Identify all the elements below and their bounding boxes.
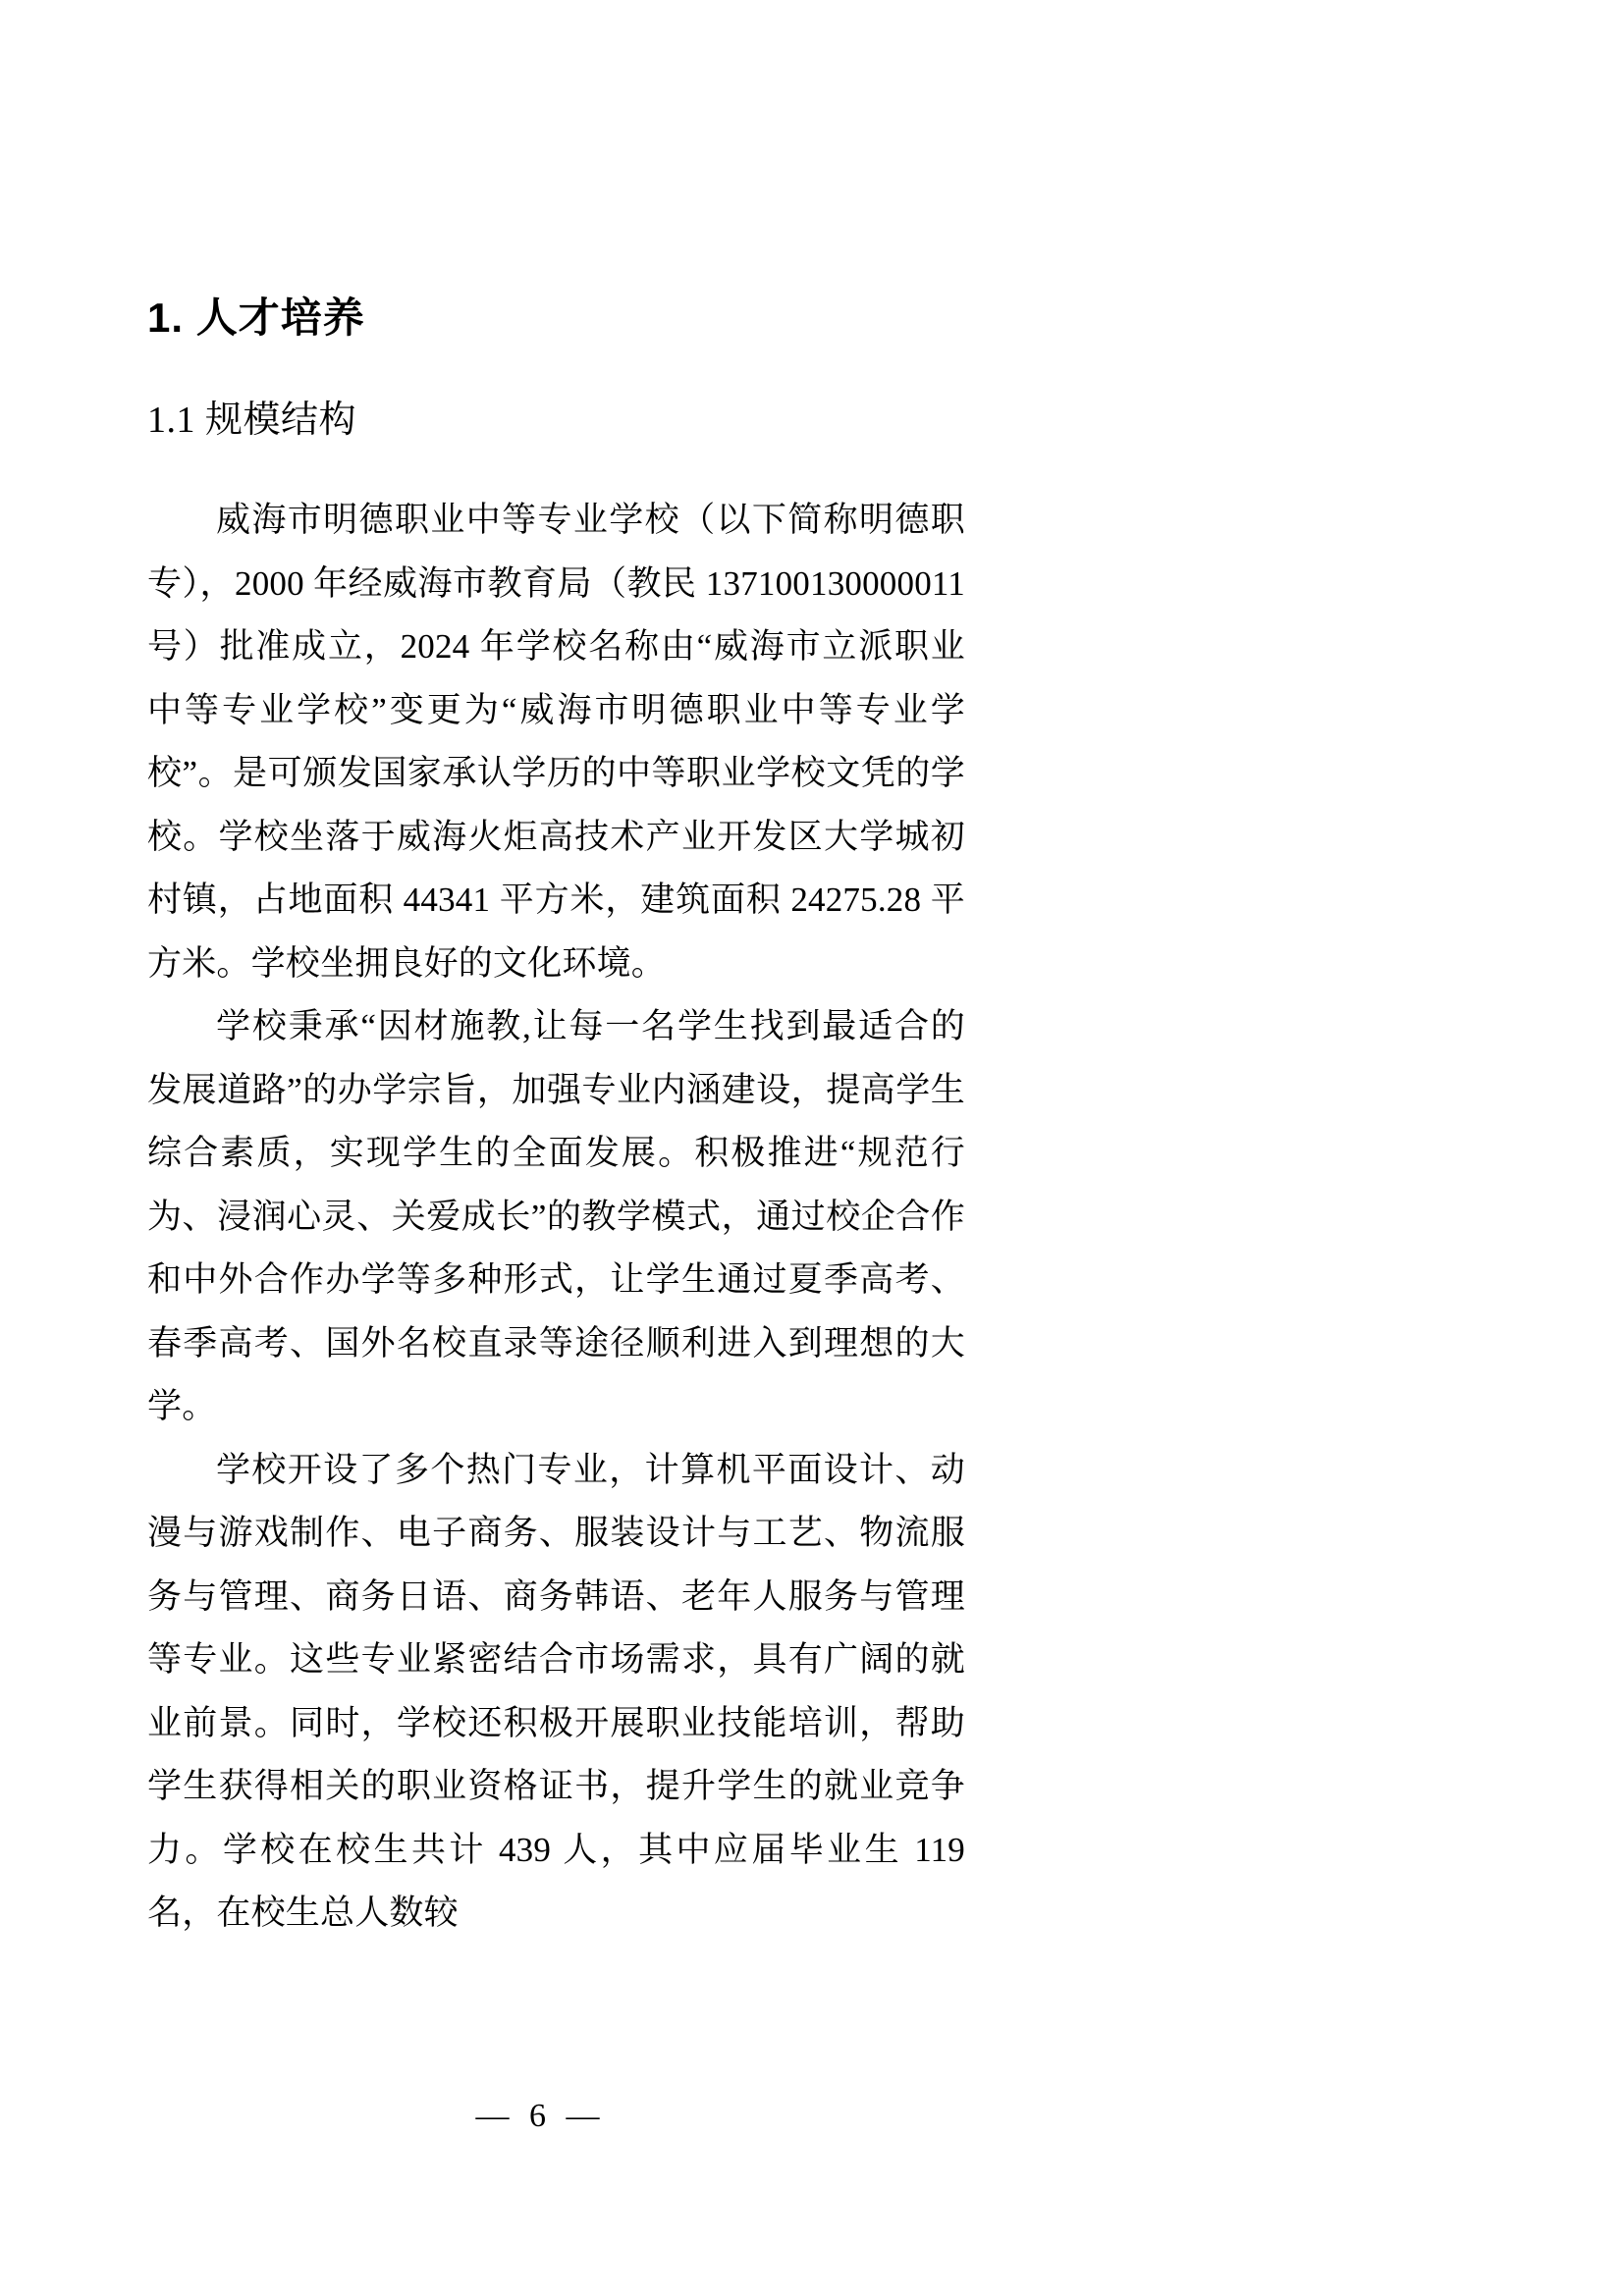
page-title: 1. 人才培养 bbox=[147, 294, 365, 341]
paragraph: 威海市明德职业中等专业学校（以下简称明德职专），2000 年经威海市教育局（教民 137100130000011 号）批准成立，2024 年学校名称由“威海市立派职业中等专业学校”变更为“威海市明德职业中等专业学校”。是可颁发国家承认学历的中等职业学校文凭的学校。学校坐落于威海火炬高技术产业开发区大学城初村镇，占地面积 44341 平方米，建筑面积 24275.28 平方米。学校坐拥良好的文化环境。 bbox=[147, 501, 965, 983]
body-text bbox=[147, 489, 965, 1946]
paragraph: 学校秉承“因材施教,让每一名学生找到最适合的发展道路”的办学宗旨，加强专业内涵建设，提高学生综合素质，实现学生的全面发展。积极推进“规范行为、浸润心灵、关爱成长”的教学模式，通过校企合作和中外合作办学等多种形式，让学生通过夏季高考、春季高考、国外名校直录等途径顺利进入到理想的大学。 bbox=[147, 1007, 965, 1425]
section-subheading: 1.1 规模结构 bbox=[147, 400, 357, 441]
paragraph: 学校开设了多个热门专业，计算机平面设计、动漫与游戏制作、电子商务、服装设计与工艺、物流服务与管理、商务日语、商务韩语、老年人服务与管理等专业。这些专业紧密结合市场需求，具有广阔的就业前景。同时，学校还积极开展职业技能培训，帮助学生获得相关的职业资格证书，提升学生的就业竞争力。学校在校生共计 439 人，其中应届毕业生 119 名，在校生总人数较 bbox=[147, 1450, 965, 1932]
page-footer bbox=[147, 2095, 965, 2138]
page-number: — 6 — bbox=[475, 2098, 606, 2134]
